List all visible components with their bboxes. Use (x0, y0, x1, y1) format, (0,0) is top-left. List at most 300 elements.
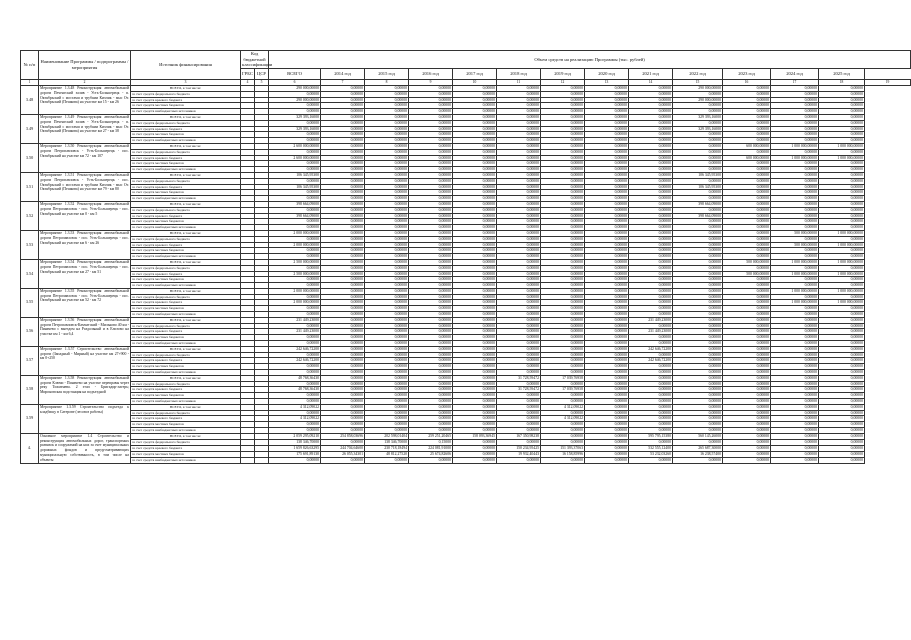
year-value-cell: 0,00000 (723, 86, 771, 92)
col-year-header: 2014 год (321, 68, 365, 79)
year-value-cell: 0,00000 (629, 91, 673, 97)
year-value-cell: 0,00000 (629, 190, 673, 196)
year-value-cell: 242 646,72200 (629, 358, 673, 364)
year-value-cell: 0,00000 (365, 323, 409, 329)
year-value-cell: 0,00000 (321, 364, 365, 370)
row-number: 3.56 (21, 317, 39, 346)
year-value-cell: 0,00000 (497, 149, 541, 155)
row-number: 3.50 (21, 143, 39, 172)
year-value-cell: 0,00000 (629, 387, 673, 393)
year-value-cell: 0,00000 (723, 352, 771, 358)
year-value-cell: 0,00000 (723, 254, 771, 260)
year-value-cell: 0,00000 (541, 364, 585, 370)
year-value-cell: 0,00000 (541, 242, 585, 248)
year-value-cell: 0,00000 (629, 265, 673, 271)
year-value-cell: 0,00000 (585, 341, 629, 347)
year-value-cell: 0,15000 (409, 439, 453, 445)
measure-name: Мероприятие 1.3.48 Реконструкция автомобильной дороги Печенгский залив - Усть-Большерецк - п. Октябрьский с мостами и трубами Кихчик - мыс От. Октябрьский (Пешкова) на участке км 15 - км 26 (39, 86, 131, 115)
year-value-cell: 0,00000 (409, 370, 453, 376)
year-value-cell: 0,00000 (629, 230, 673, 236)
col-number-cell: 1 (21, 79, 39, 86)
total-value-cell: 0,00000 (269, 410, 321, 416)
year-value-cell: 500 000,00000 (771, 242, 819, 248)
year-value-cell: 0,00000 (365, 178, 409, 184)
total-value-cell: 2 000 000,00000 (269, 242, 321, 248)
total-value-cell: 2 600 000,00000 (269, 155, 321, 161)
year-value-cell: 0,00000 (321, 358, 365, 364)
year-value-cell: 0,00000 (365, 265, 409, 271)
year-value-cell: 0,00000 (819, 364, 865, 370)
total-value-cell: 0,00000 (269, 120, 321, 126)
total-value-cell: 0,00000 (269, 381, 321, 387)
year-value-cell: 0,00000 (819, 109, 865, 115)
year-value-cell: 259 251,20465 (409, 433, 453, 439)
year-value-cell: 0,00000 (771, 254, 819, 260)
year-value-cell: 0,00000 (541, 381, 585, 387)
year-value-cell: 0,00000 (673, 346, 723, 352)
year-value-cell: 0,00000 (409, 393, 453, 399)
col-year-header: 2018 год (497, 68, 541, 79)
year-value-cell: 0,00000 (585, 236, 629, 242)
year-value-cell: 0,00000 (723, 422, 771, 428)
year-value-cell: 0,00000 (723, 306, 771, 312)
year-value-cell: 0,00000 (585, 393, 629, 399)
year-value-cell: 0,00000 (723, 242, 771, 248)
total-value-cell: 0,00000 (269, 312, 321, 318)
year-value-cell: 0,00000 (497, 114, 541, 120)
year-value-cell: 0,00000 (409, 381, 453, 387)
year-value-cell: 0,00000 (585, 230, 629, 236)
row-number: 3.48 (21, 86, 39, 115)
year-value-cell: 0,00000 (541, 422, 585, 428)
year-value-cell: 0,00000 (585, 248, 629, 254)
year-value-cell: 0,00000 (723, 184, 771, 190)
year-value-cell: 0,00000 (497, 288, 541, 294)
col-number-cell: 15 (673, 79, 723, 86)
total-value-cell: 106 345,95300 (269, 184, 321, 190)
year-value-cell: 0,00000 (771, 323, 819, 329)
year-value-cell: 0,00000 (585, 254, 629, 260)
year-value-cell: 0,00000 (819, 114, 865, 120)
year-value-cell: 0,00000 (409, 248, 453, 254)
total-value-cell: 2 000 000,00000 (269, 288, 321, 294)
year-value-cell: 0,00000 (321, 439, 365, 445)
year-value-cell: 0,00000 (771, 86, 819, 92)
year-value-cell: 0,00000 (819, 393, 865, 399)
year-value-cell: 0,00000 (497, 178, 541, 184)
year-value-cell: 0,00000 (365, 225, 409, 231)
year-value-cell: 0,00000 (453, 410, 497, 416)
total-value-cell: 0,00000 (269, 323, 321, 329)
year-value-cell: 0,00000 (497, 254, 541, 260)
funding-source: за счет средств краевого бюджета (131, 329, 241, 335)
year-value-cell: 0,00000 (497, 132, 541, 138)
year-value-cell: 16 158,85996 (541, 451, 585, 457)
col-number-cell: 4 (241, 79, 255, 86)
year-value-cell: 0,00000 (673, 207, 723, 213)
year-value-cell: 0,00000 (673, 259, 723, 265)
year-value-cell: 0,00000 (409, 149, 453, 155)
year-value-cell: 0,00000 (629, 341, 673, 347)
year-value-cell: 595 795,15380 (629, 433, 673, 439)
year-value-cell: 0,00000 (541, 161, 585, 167)
year-value-cell: 31 728,59472 (497, 375, 541, 381)
year-value-cell: 0,00000 (723, 375, 771, 381)
year-value-cell: 0,00000 (629, 416, 673, 422)
year-value-cell: 0,00000 (453, 346, 497, 352)
year-value-cell: 0,00000 (585, 172, 629, 178)
year-value-cell: 0,00000 (771, 416, 819, 422)
year-value-cell: 0,00000 (771, 335, 819, 341)
year-value-cell: 0,00000 (819, 190, 865, 196)
year-value-cell: 0,00000 (673, 120, 723, 126)
total-value-cell: 0,00000 (269, 161, 321, 167)
year-value-cell: 106 345,95300 (673, 172, 723, 178)
funding-source: за счет средств федерального бюджета (131, 207, 241, 213)
funding-source: ВСЕГО, в том числе: (131, 143, 241, 149)
year-value-cell: 0,00000 (723, 207, 771, 213)
row-number: 3.49 (21, 114, 39, 143)
year-value-cell: 244 704,64600 (321, 445, 365, 451)
year-value-cell: 0,00000 (673, 370, 723, 376)
year-value-cell: 0,00000 (409, 213, 453, 219)
col-kbk-header: Код бюджетной классификации (242, 51, 273, 67)
total-value-cell: 242 646,72200 (269, 346, 321, 352)
funding-source: за счет средств краевого бюджета (131, 242, 241, 248)
funding-source: за счет средств федерального бюджета (131, 439, 241, 445)
year-value-cell: 0,00000 (771, 149, 819, 155)
year-value-cell: 0,00000 (409, 288, 453, 294)
funding-source: за счет средств краевого бюджета (131, 97, 241, 103)
year-value-cell: 0,00000 (321, 138, 365, 144)
year-value-cell: 0,00000 (321, 410, 365, 416)
funding-source: за счет средств местных бюджетов (131, 364, 241, 370)
year-value-cell: 0,00000 (453, 225, 497, 231)
year-value-cell: 0,00000 (771, 375, 819, 381)
year-value-cell: 1 000 000,00000 (771, 300, 819, 306)
year-value-cell: 0,00000 (585, 323, 629, 329)
year-value-cell: 0,00000 (409, 207, 453, 213)
year-value-cell: 0,00000 (541, 219, 585, 225)
year-value-cell: 0,00000 (365, 283, 409, 289)
year-value-cell: 0,00000 (497, 283, 541, 289)
year-value-cell: 0,00000 (585, 335, 629, 341)
col-number-cell: 17 (771, 79, 819, 86)
year-value-cell: 0,00000 (453, 86, 497, 92)
year-value-cell: 0,00000 (629, 114, 673, 120)
year-value-cell: 26 055,34301 (321, 451, 365, 457)
year-value-cell: 0,00000 (497, 172, 541, 178)
year-value-cell: 0,00000 (723, 416, 771, 422)
year-value-cell: 0,00000 (585, 352, 629, 358)
total-value-cell: 0,00000 (269, 341, 321, 347)
funding-source: ВСЕГО, в том числе: (131, 288, 241, 294)
year-value-cell: 0,00000 (629, 155, 673, 161)
year-value-cell: 0,00000 (409, 103, 453, 109)
year-value-cell: 0,00000 (321, 91, 365, 97)
year-value-cell: 0,00000 (541, 86, 585, 92)
year-value-cell: 0,00000 (453, 196, 497, 202)
year-value-cell: 0,00000 (365, 236, 409, 242)
year-value-cell: 0,00000 (819, 294, 865, 300)
year-value-cell: 31 728,59472 (497, 387, 541, 393)
year-value-cell: 0,00000 (629, 259, 673, 265)
measure-name: Мероприятие 1.3.59 Строительство подъезда к кладбищу в Сатерове (лесовоз работы) (39, 404, 131, 433)
year-value-cell: 0,00000 (629, 138, 673, 144)
year-value-cell: 0,00000 (453, 138, 497, 144)
year-value-cell: 0,00000 (819, 277, 865, 283)
year-value-cell: 0,00000 (819, 213, 865, 219)
year-value-cell: 0,00000 (819, 445, 865, 451)
year-value-cell: 1 000 000,00000 (819, 288, 865, 294)
year-value-cell: 0,00000 (365, 457, 409, 463)
year-value-cell: 0,00000 (771, 277, 819, 283)
year-value-cell: 0,00000 (585, 259, 629, 265)
year-value-cell: 0,00000 (819, 196, 865, 202)
year-value-cell: 0,00000 (541, 288, 585, 294)
year-value-cell: 0,00000 (629, 370, 673, 376)
year-value-cell: 0,00000 (453, 103, 497, 109)
funding-source: за счет средств местных бюджетов (131, 451, 241, 457)
year-value-cell: 0,00000 (409, 201, 453, 207)
year-value-cell: 0,00000 (409, 242, 453, 248)
year-value-cell: 0,00000 (723, 114, 771, 120)
year-value-cell: 0,00000 (629, 399, 673, 405)
year-value-cell: 0,00000 (497, 201, 541, 207)
year-value-cell: 0,00000 (541, 410, 585, 416)
funding-source: ВСЕГО, в том числе: (131, 172, 241, 178)
year-value-cell: 0,00000 (365, 335, 409, 341)
year-value-cell: 0,00000 (673, 312, 723, 318)
year-value-cell: 0,00000 (585, 120, 629, 126)
year-value-cell: 0,00000 (497, 86, 541, 92)
year-value-cell: 290 000,00000 (673, 86, 723, 92)
year-value-cell: 0,00000 (409, 254, 453, 260)
row-number: 3.54 (21, 259, 39, 288)
year-value-cell: 1 000 000,00000 (771, 288, 819, 294)
total-value-cell: 0,00000 (269, 103, 321, 109)
year-value-cell: 0,00000 (541, 91, 585, 97)
year-value-cell: 0,00000 (771, 97, 819, 103)
funding-source: за счет средств местных бюджетов (131, 248, 241, 254)
year-value-cell: 0,00000 (723, 190, 771, 196)
year-value-cell: 0,00000 (585, 114, 629, 120)
year-value-cell: 0,00000 (497, 91, 541, 97)
year-value-cell: 0,00000 (321, 114, 365, 120)
year-value-cell: 0,00000 (409, 346, 453, 352)
year-value-cell: 0,00000 (673, 288, 723, 294)
year-value-cell: 0,00000 (541, 207, 585, 213)
year-value-cell: 0,00000 (321, 306, 365, 312)
year-value-cell: 0,00000 (819, 91, 865, 97)
year-value-cell: 0,00000 (541, 109, 585, 115)
year-value-cell: 48 812,27520 (365, 451, 409, 457)
year-value-cell: 0,00000 (629, 201, 673, 207)
year-value-cell: 0,00000 (673, 103, 723, 109)
year-value-cell: 0,00000 (409, 283, 453, 289)
total-value-cell: 0,00000 (269, 393, 321, 399)
year-value-cell: 0,00000 (723, 196, 771, 202)
year-value-cell: 25 674,82606 (409, 451, 453, 457)
year-value-cell: 0,00000 (585, 184, 629, 190)
year-value-cell: 0,00000 (365, 207, 409, 213)
year-value-cell: 0,00000 (673, 393, 723, 399)
year-value-cell: 0,00000 (585, 306, 629, 312)
year-value-cell: 0,00000 (673, 399, 723, 405)
year-value-cell: 0,00000 (585, 167, 629, 173)
year-value-cell: 0,00000 (629, 149, 673, 155)
year-value-cell: 0,00000 (321, 143, 365, 149)
year-value-cell: 0,00000 (585, 190, 629, 196)
year-value-cell: 0,00000 (541, 201, 585, 207)
year-value-cell: 0,00000 (723, 161, 771, 167)
year-value-cell: 0,00000 (497, 341, 541, 347)
year-value-cell: 0,00000 (453, 265, 497, 271)
year-value-cell: 0,00000 (723, 335, 771, 341)
col-number-cell: 2 (39, 79, 131, 86)
year-value-cell: 0,00000 (453, 97, 497, 103)
year-value-cell: 202 598,01404 (365, 433, 409, 439)
total-value-cell: 242 646,72200 (269, 358, 321, 364)
total-value-cell: 0,00000 (269, 138, 321, 144)
year-value-cell: 0,00000 (453, 422, 497, 428)
year-value-cell: 0,00000 (629, 120, 673, 126)
year-value-cell: 0,00000 (497, 364, 541, 370)
year-value-cell: 0,00000 (453, 404, 497, 410)
year-value-cell: 0,00000 (541, 236, 585, 242)
year-value-cell: 0,00000 (453, 213, 497, 219)
year-value-cell: 0,00000 (819, 161, 865, 167)
year-value-cell: 0,00000 (321, 254, 365, 260)
year-value-cell: 0,00000 (409, 219, 453, 225)
total-value-cell: 0,00000 (269, 422, 321, 428)
funding-source: за счет средств местных бюджетов (131, 393, 241, 399)
funding-source: за счет средств краевого бюджета (131, 271, 241, 277)
year-value-cell: 0,00000 (541, 138, 585, 144)
year-value-cell: 0,00000 (321, 346, 365, 352)
year-value-cell: 0,00000 (585, 358, 629, 364)
year-value-cell: 0,00000 (541, 248, 585, 254)
year-value-cell: 0,00000 (409, 97, 453, 103)
total-value-cell: 290 000,00000 (269, 86, 321, 92)
total-value-cell: 175 691,89130 (269, 451, 321, 457)
year-value-cell: 0,00000 (585, 132, 629, 138)
year-value-cell: 0,00000 (453, 457, 497, 463)
year-value-cell: 254 858,03696 (321, 433, 365, 439)
total-value-cell: 0,00000 (269, 254, 321, 260)
year-value-cell: 0,00000 (673, 225, 723, 231)
year-value-cell: 0,00000 (365, 230, 409, 236)
year-value-cell: 0,00000 (541, 335, 585, 341)
year-value-cell: 0,00000 (771, 178, 819, 184)
year-value-cell: 0,00000 (409, 109, 453, 115)
year-value-cell: 0,00000 (585, 451, 629, 457)
year-value-cell: 0,00000 (771, 201, 819, 207)
funding-source: ВСЕГО, в том числе: (131, 404, 241, 410)
year-value-cell: 0,00000 (723, 317, 771, 323)
year-value-cell: 0,00000 (723, 410, 771, 416)
year-value-cell: 0,00000 (321, 399, 365, 405)
year-value-cell: 0,00000 (723, 370, 771, 376)
year-value-cell: 0,00000 (771, 236, 819, 242)
year-value-cell: 0,00000 (723, 312, 771, 318)
year-value-cell: 0,00000 (453, 114, 497, 120)
year-value-cell: 0,00000 (453, 254, 497, 260)
year-value-cell: 0,00000 (365, 288, 409, 294)
year-value-cell: 0,00000 (453, 242, 497, 248)
year-value-cell: 0,00000 (771, 190, 819, 196)
year-value-cell: 0,00000 (819, 184, 865, 190)
year-value-cell: 0,00000 (497, 416, 541, 422)
year-value-cell: 0,00000 (541, 306, 585, 312)
year-value-cell: 0,00000 (819, 329, 865, 335)
year-value-cell: 0,00000 (819, 387, 865, 393)
year-value-cell: 0,00000 (365, 329, 409, 335)
year-value-cell: 0,00000 (771, 393, 819, 399)
row-number: 3.57 (21, 346, 39, 375)
year-value-cell: 0,00000 (365, 387, 409, 393)
funding-source: за счет средств внебюджетных источников (131, 254, 241, 260)
year-value-cell: 242 646,72200 (629, 346, 673, 352)
year-value-cell: 0,00000 (771, 132, 819, 138)
year-value-cell: 0,00000 (673, 277, 723, 283)
total-value-cell: 4 312,09022 (269, 404, 321, 410)
year-value-cell: 0,00000 (771, 341, 819, 347)
year-value-cell: 560 145,26000 (673, 433, 723, 439)
year-value-cell: 0,00000 (629, 439, 673, 445)
year-value-cell: 0,00000 (321, 172, 365, 178)
total-value-cell: 0,00000 (269, 91, 321, 97)
row-number: 3.51 (21, 172, 39, 201)
total-value-cell: 0,00000 (269, 236, 321, 242)
year-value-cell: 0,00000 (541, 300, 585, 306)
year-value-cell: 0,00000 (819, 312, 865, 318)
funding-source: за счет средств внебюджетных источников (131, 283, 241, 289)
year-value-cell: 0,00000 (453, 370, 497, 376)
year-value-cell: 231 449,23000 (629, 329, 673, 335)
year-value-cell: 0,00000 (365, 103, 409, 109)
year-value-cell: 0,00000 (819, 248, 865, 254)
year-value-cell: 0,00000 (771, 439, 819, 445)
total-value-cell: 138 346,70000 (269, 439, 321, 445)
year-value-cell: 1 000 000,00000 (771, 155, 819, 161)
year-value-cell: 0,00000 (321, 375, 365, 381)
year-value-cell: 0,00000 (629, 172, 673, 178)
year-value-cell: 0,00000 (629, 312, 673, 318)
year-value-cell: 0,00000 (673, 358, 723, 364)
funding-source: за счет средств местных бюджетов (131, 306, 241, 312)
year-value-cell: 0,00000 (497, 196, 541, 202)
year-value-cell: 0,00000 (585, 242, 629, 248)
year-value-cell: 0,00000 (321, 132, 365, 138)
year-value-cell: 0,00000 (819, 457, 865, 463)
year-value-cell: 0,00000 (453, 259, 497, 265)
year-value-cell: 0,00000 (365, 161, 409, 167)
year-value-cell: 0,00000 (365, 254, 409, 260)
funding-source: за счет средств внебюджетных источников (131, 341, 241, 347)
year-value-cell: 0,00000 (541, 149, 585, 155)
year-value-cell: 0,00000 (673, 236, 723, 242)
year-value-cell: 0,00000 (819, 225, 865, 231)
year-value-cell: 500 000,00000 (771, 230, 819, 236)
year-value-cell: 0,00000 (585, 370, 629, 376)
year-value-cell: 0,00000 (723, 433, 771, 439)
year-value-cell: 230 718,18494 (365, 445, 409, 451)
col-year-header: 2015 год (365, 68, 409, 79)
year-value-cell: 0,00000 (723, 399, 771, 405)
funding-source: за счет средств местных бюджетов (131, 190, 241, 196)
year-value-cell: 0,00000 (673, 132, 723, 138)
